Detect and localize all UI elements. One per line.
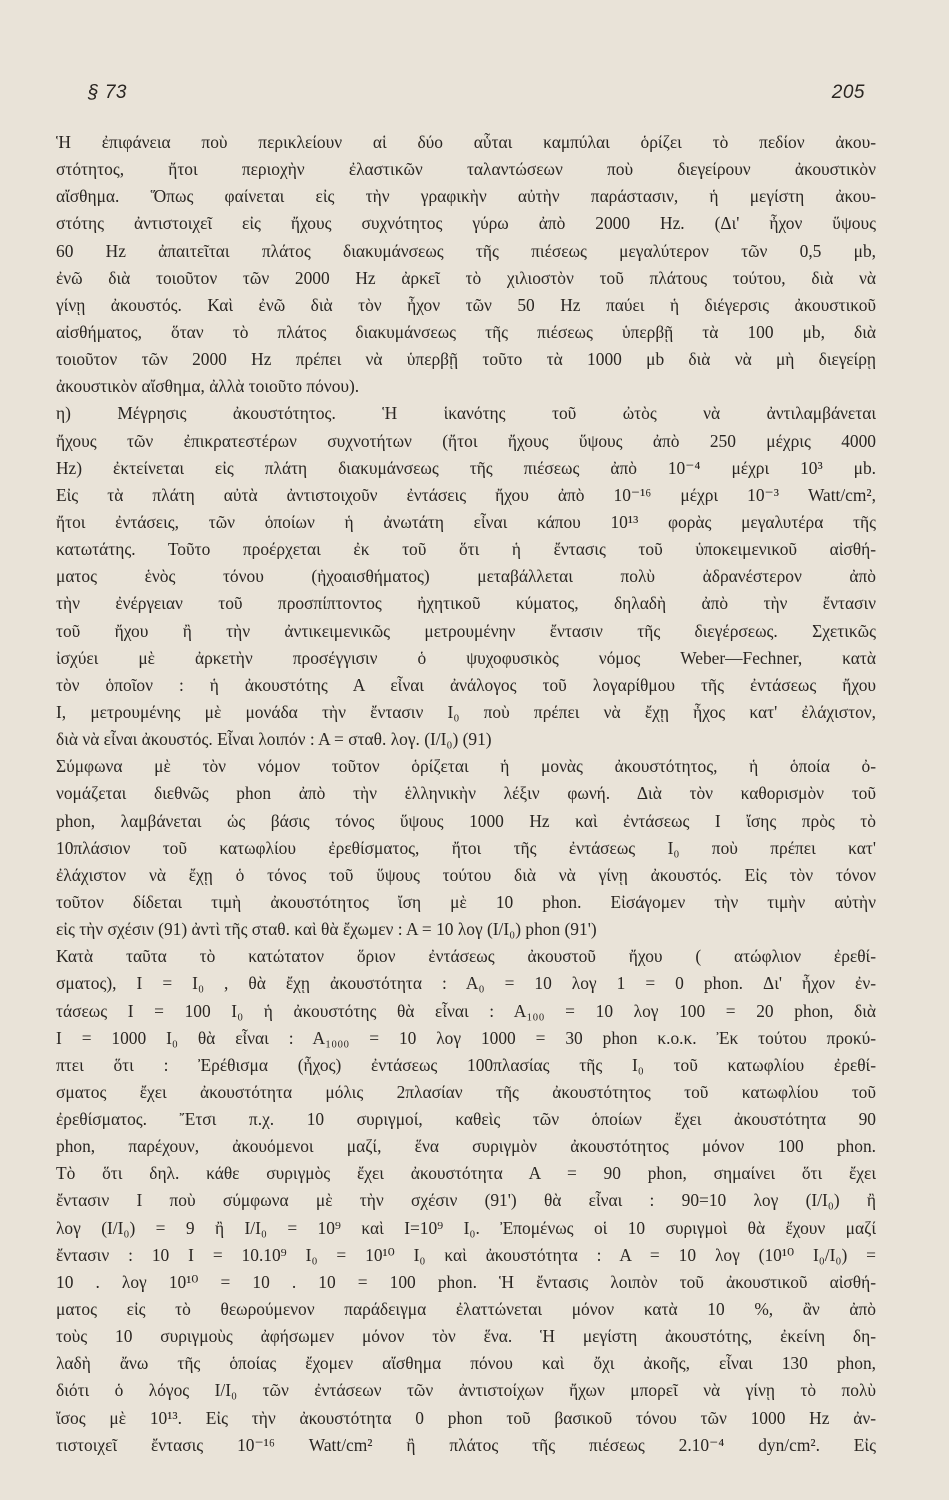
text-line: τάσεως Ι = 100 Ι₀ ἡ ἀκουστότης θὰ εἶναι : Α₁₀₀ = 10 λογ 100 = 20 phon, διὰ <box>56 1000 876 1021</box>
text-line: Κατὰ ταῦτα τὸ κατώτατον ὅριον ἐντάσεως ἀκουστοῦ ἤχου ( ατώφλιον ἐρεθί- <box>56 946 876 967</box>
text-line: στότητος, ἤτοι περιοχὴν ἐλαστικῶν ταλαντώσεων ποὺ διεγείρουν ἀκουστικὸν <box>56 159 876 180</box>
body-text <box>56 129 876 1459</box>
text-line: τοῦ ἤχου ἢ τὴν ἀντικειμενικῶς μετρουμένην ἔντασιν τῆς διεγέρσεως. Σχετικῶς <box>56 620 876 641</box>
text-line: Τὸ ὅτι δηλ. κάθε συριγμὸς ἔχει ἀκουστότητα Α = 90 phon, σημαίνει ὅτι ἔχει <box>56 1163 876 1184</box>
text-line: τοιοῦτον τῶν 2000 Hz πρέπει νὰ ὑπερβῇ τοῦτο τὰ 1000 μb διὰ νὰ μὴ διεγείρῃ <box>56 349 876 370</box>
page-header <box>88 82 865 112</box>
text-line: σματος ἔχει ἀκουστότητα μόλις 2πλασίαν τῆς ἀκουστότητος τοῦ κατωφλίου τοῦ <box>56 1081 876 1102</box>
text-line: ἤτοι ἐντάσεις, τῶν ὁποίων ἡ ἀνωτάτη εἶναι κάπου 10¹³ φορὰς μεγαλυτέρα τῆς <box>56 511 876 532</box>
text-line: Εἰς τὰ πλάτη αὐτὰ ἀντιστοιχοῦν ἐντάσεις ἤχου ἀπὸ 10⁻¹⁶ μέχρι 10⁻³ Watt/cm², <box>56 484 876 505</box>
text-line: τιστοιχεῖ ἔντασις 10⁻¹⁶ Watt/cm² ἢ πλάτος τῆς πιέσεως 2.10⁻⁴ dyn/cm². Εἰς <box>56 1434 876 1455</box>
text-line: τὴν ἐνέργειαν τοῦ προσπίπτοντος ἠχητικοῦ κύματος, δηλαδὴ ἀπὸ τὴν ἔντασιν <box>56 593 876 614</box>
text-line: ἐλάχιστον νὰ ἔχῃ ὁ τόνος τοῦ ὕψους τούτου διὰ νὰ γίνῃ ἀκουστός. Εἰς τὸν τόνον <box>56 864 876 885</box>
text-line: 10 . λογ 10¹⁰ = 10 . 10 = 100 phon. Ἡ ἔντασις λοιπὸν τοῦ ἀκουστικοῦ αἰσθή- <box>56 1271 876 1292</box>
text-line: ἐνῶ διὰ τοιοῦτον τῶν 2000 Hz ἀρκεῖ τὸ χιλιοστὸν τοῦ πλάτους τούτου, διὰ νὰ <box>56 267 876 288</box>
text-line: Ι, μετρουμένης μὲ μονάδα τὴν ἔντασιν Ι₀ ποὺ πρέπει νὰ ἔχῃ ἦχος κατ' ἐλάχιστον, <box>56 701 876 722</box>
text-line: 10πλάσιον τοῦ κατωφλίου ἐρεθίσματος, ἤτοι τῆς ἐντάσεως Ι₀ ποὺ πρέπει κατ' <box>56 837 876 858</box>
text-line: νομάζεται διεθνῶς phon ἀπὸ τὴν ἑλληνικὴν λέξιν φωνή. Διὰ τὸν καθορισμὸν τοῦ <box>56 783 876 804</box>
text-line: στότης ἀντιστοιχεῖ εἰς ἤχους συχνότητος γύρω ἀπὸ 2000 Hz. (Δι' ἦχον ὕψους <box>56 213 876 234</box>
text-line: ἰσχύει μὲ ἀρκετὴν προσέγγισιν ὁ ψυχοφυσικὸς νόμος Weber—Fechner, κατὰ <box>56 647 876 668</box>
text-line: διότι ὁ λόγος Ι/Ι₀ τῶν ἐντάσεων τῶν ἀντιστοίχων ἤχων μπορεῖ νὰ γίνῃ τὸ πολὺ <box>56 1380 876 1401</box>
text-line: λογ (Ι/Ι₀) = 9 ἢ Ι/Ι₀ = 10⁹ καὶ Ι=10⁹ Ι₀. Ἐπομένως οἱ 10 συριγμοὶ θὰ ἔχουν μαζί <box>56 1217 876 1238</box>
text-line: λαδὴ ἄνω τῆς ὁποίας ἔχομεν αἴσθημα πόνου καὶ ὄχι ἀκοῆς, εἶναι 130 phon, <box>56 1353 876 1374</box>
text-line: Σύμφωνα μὲ τὸν νόμον τοῦτον ὁρίζεται ἡ μονὰς ἀκουστότητος, ἡ ὁποία ὀ- <box>56 756 876 777</box>
text-line: ἴσος μὲ 10¹³. Εἰς τὴν ἀκουστότητα 0 phon τοῦ βασικοῦ τόνου τῶν 1000 Hz ἀν- <box>56 1407 876 1428</box>
text-line: ἀκουστικὸν αἴσθημα, ἀλλὰ τοιοῦτο πόνου). <box>56 376 360 397</box>
text-line: τοῦτον δίδεται τιμὴ ἀκουστότητος ἴση μὲ 10 phon. Εἰσάγομεν τὴν τιμὴν αὐτὴν <box>56 891 876 912</box>
text-line: τὸν ὁποῖον : ἡ ἀκουστότης Α εἶναι ἀνάλογος τοῦ λογαρίθμου τῆς ἐντάσεως ἤχου <box>56 674 876 695</box>
section-number: § 73 <box>88 82 127 103</box>
text-line: ἐρεθίσματος. Ἔτσι π.χ. 10 συριγμοί, καθεὶς τῶν ὁποίων ἔχει ἀκουστότητα 90 <box>56 1109 876 1130</box>
page-number: 205 <box>831 82 865 103</box>
text-line: 60 Hz ἀπαιτεῖται πλάτος διακυμάνσεως τῆς πιέσεως μεγαλύτερον τῶν 0,5 μb, <box>56 240 876 261</box>
text-line: διὰ νὰ εἶναι ἀκουστός. Εἶναι λοιπόν : Α = σταθ. λογ. (Ι/Ι₀) (91) <box>56 729 492 750</box>
text-line: ἔντασιν : 10 Ι = 10.10⁹ Ι₀ = 10¹⁰ Ι₀ καὶ ἀκουστότητα : Α = 10 λογ (10¹⁰ Ι₀/Ι₀) = <box>56 1244 876 1265</box>
text-line: ματος εἰς τὸ θεωρούμενον παράδειγμα ἐλαττώνεται μόνον κατὰ 10 %, ἂν ἀπὸ <box>56 1299 876 1320</box>
text-line: ἤχους τῶν ἐπικρατεστέρων συχνοτήτων (ἤτοι ἤχους ὕψους ἀπὸ 250 μέχρις 4000 <box>56 430 876 451</box>
text-line: αἴσθημα. Ὅπως φαίνεται εἰς τὴν γραφικὴν αὐτὴν παράστασιν, ἡ μεγίστη ἀκου- <box>56 186 876 207</box>
text-line: σματος), Ι = Ι₀ , θὰ ἔχῃ ἀκουστότητα : Α₀ = 10 λογ 1 = 0 phon. Δι' ἦχον ἐν- <box>56 973 876 994</box>
text-line: εἰς τὴν σχέσιν (91) ἀντὶ τῆς σταθ. καὶ θὰ ἔχωμεν : Α = 10 λογ (Ι/Ι₀) phon (91') <box>56 919 597 940</box>
text-line: Ἡ ἐπιφάνεια ποὺ περικλείουν αἱ δύο αὗται καμπύλαι ὁρίζει τὸ πεδίον ἀκου- <box>56 132 876 152</box>
text-line: τοὺς 10 συριγμοὺς ἀφήσωμεν μόνον τὸν ἕνα. Ἡ μεγίστη ἀκουστότης, ἐκείνη δη- <box>56 1326 876 1347</box>
text-line: phon, παρέχουν, ἀκουόμενοι μαζί, ἕνα συριγμὸν ἀκουστότητος μόνον 100 phon. <box>56 1136 876 1157</box>
text-line: αἰσθήματος, ὅταν τὸ πλάτος διακυμάνσεως τῆς πιέσεως ὑπερβῇ τὰ 100 μb, διὰ <box>56 321 876 342</box>
text-line: η) Μέγρησις ἀκουστότητος. Ἡ ἱκανότης τοῦ ὠτὸς νὰ ἀντιλαμβάνεται <box>56 403 876 424</box>
text-line: γίνῃ ἀκουστός. Καὶ ἐνῶ διὰ τὸν ἦχον τῶν 50 Hz παύει ἡ διέγερσις ἀκουστικοῦ <box>56 294 876 315</box>
text-line: phon, λαμβάνεται ὡς βάσις τόνος ὕψους 1000 Hz καὶ ἐντάσεως Ι ἴσης πρὸς τὸ <box>56 810 876 831</box>
text-line: κατωτάτης. Τοῦτο προέρχεται ἐκ τοῦ ὅτι ἡ ἔντασις τοῦ ὑποκειμενικοῦ αἰσθή- <box>56 539 876 560</box>
text-line: ματος ἑνὸς τόνου (ἠχοαισθήματος) μεταβάλλεται πολὺ ἀδρανέστερον ἀπὸ <box>56 566 876 587</box>
text-line: πτει ὅτι : Ἐρέθισμα (ἦχος) ἐντάσεως 100πλασίας τῆς Ι₀ τοῦ κατωφλίου ἐρεθί- <box>56 1054 876 1075</box>
text-line: ἔντασιν Ι ποὺ σύμφωνα μὲ τὴν σχέσιν (91') θὰ εἶναι : 90=10 λογ (Ι/Ι₀) ἢ <box>56 1190 876 1211</box>
text-line: Hz) ἐκτείνεται εἰς πλάτη διακυμάνσεως τῆς πιέσεως ἀπὸ 10⁻⁴ μέχρι 10³ μb. <box>56 457 876 478</box>
text-line: Ι = 1000 Ι₀ θὰ εἶναι : Α₁₀₀₀ = 10 λογ 1000 = 30 phon κ.ο.κ. Ἐκ τούτου προκύ- <box>56 1027 876 1048</box>
